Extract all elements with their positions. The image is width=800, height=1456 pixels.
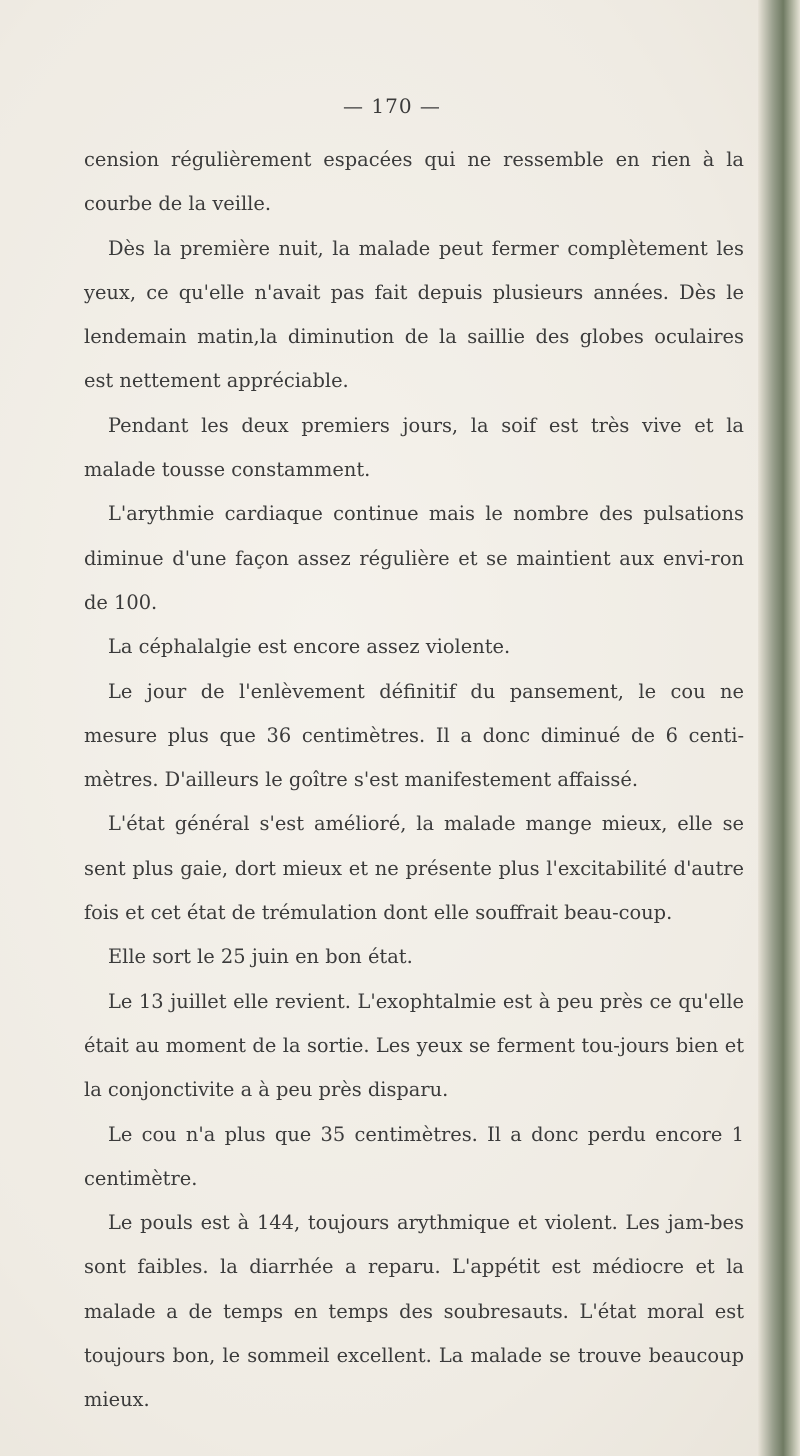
paragraph-8: Elle sort le 25 juin en bon état. [108,945,413,969]
paragraph-7: L'état général s'est amélioré, la malade mange mieux, elle se sent plus gaie, dort mieux et ne présente plus l'excitabilité d'autre fois et cet état de trémulation dont elle souffrait beau-coup. [84,812,744,925]
paragraph-5: La céphalalgie est encore assez violente. [108,635,511,659]
body-text [84,138,744,1423]
paragraph-10: Le cou n'a plus que 35 centimètres. Il a donc perdu encore 1 centimètre. [84,1122,744,1190]
paragraph-1: cension régulièrement espacées qui ne ressemble en rien à la courbe de la veille. [84,148,744,216]
paragraph-2: Dès la première nuit, la malade peut fermer complètement les yeux, ce qu'elle n'avait pas fait depuis plusieurs années. Dès le lendemain matin,la diminution de la saillie des globes oculaires est nettement appréciable. [84,236,744,393]
paragraph-3: Pendant les deux premiers jours, la soif est très vive et la malade tousse constamment. [84,413,744,482]
binding-edge [758,0,800,1456]
paragraph-9: Le 13 juillet elle revient. L'exophtalmie est à peu près ce qu'elle était au moment de la sortie. Les yeux se ferment tou-jours bien et la conjonctivite a à peu près disparu. [84,989,744,1102]
paragraph-6: Le jour de l'enlèvement définitif du pansement, le cou ne mesure plus que 36 centimètres. Il a donc diminué de 6 centi-mètres. D'ailleurs le goître s'est manifestement affaissé. [84,679,744,792]
page-number: — 170 — [343,94,441,118]
paragraph-4: L'arythmie cardiaque continue mais le nombre des pulsations diminue d'une façon assez régulière et se maintient aux envi-ron de 100. [84,502,744,614]
paragraph-11: Le pouls est à 144, toujours arythmique et violent. Les jam-bes sont faibles. la diarrhée a reparu. L'appétit est médiocre et la malade a de temps en temps des soubresauts. L'état moral est toujours bon, le sommeil excellent. La malade se trouve beaucoup mieux. [84,1211,744,1412]
